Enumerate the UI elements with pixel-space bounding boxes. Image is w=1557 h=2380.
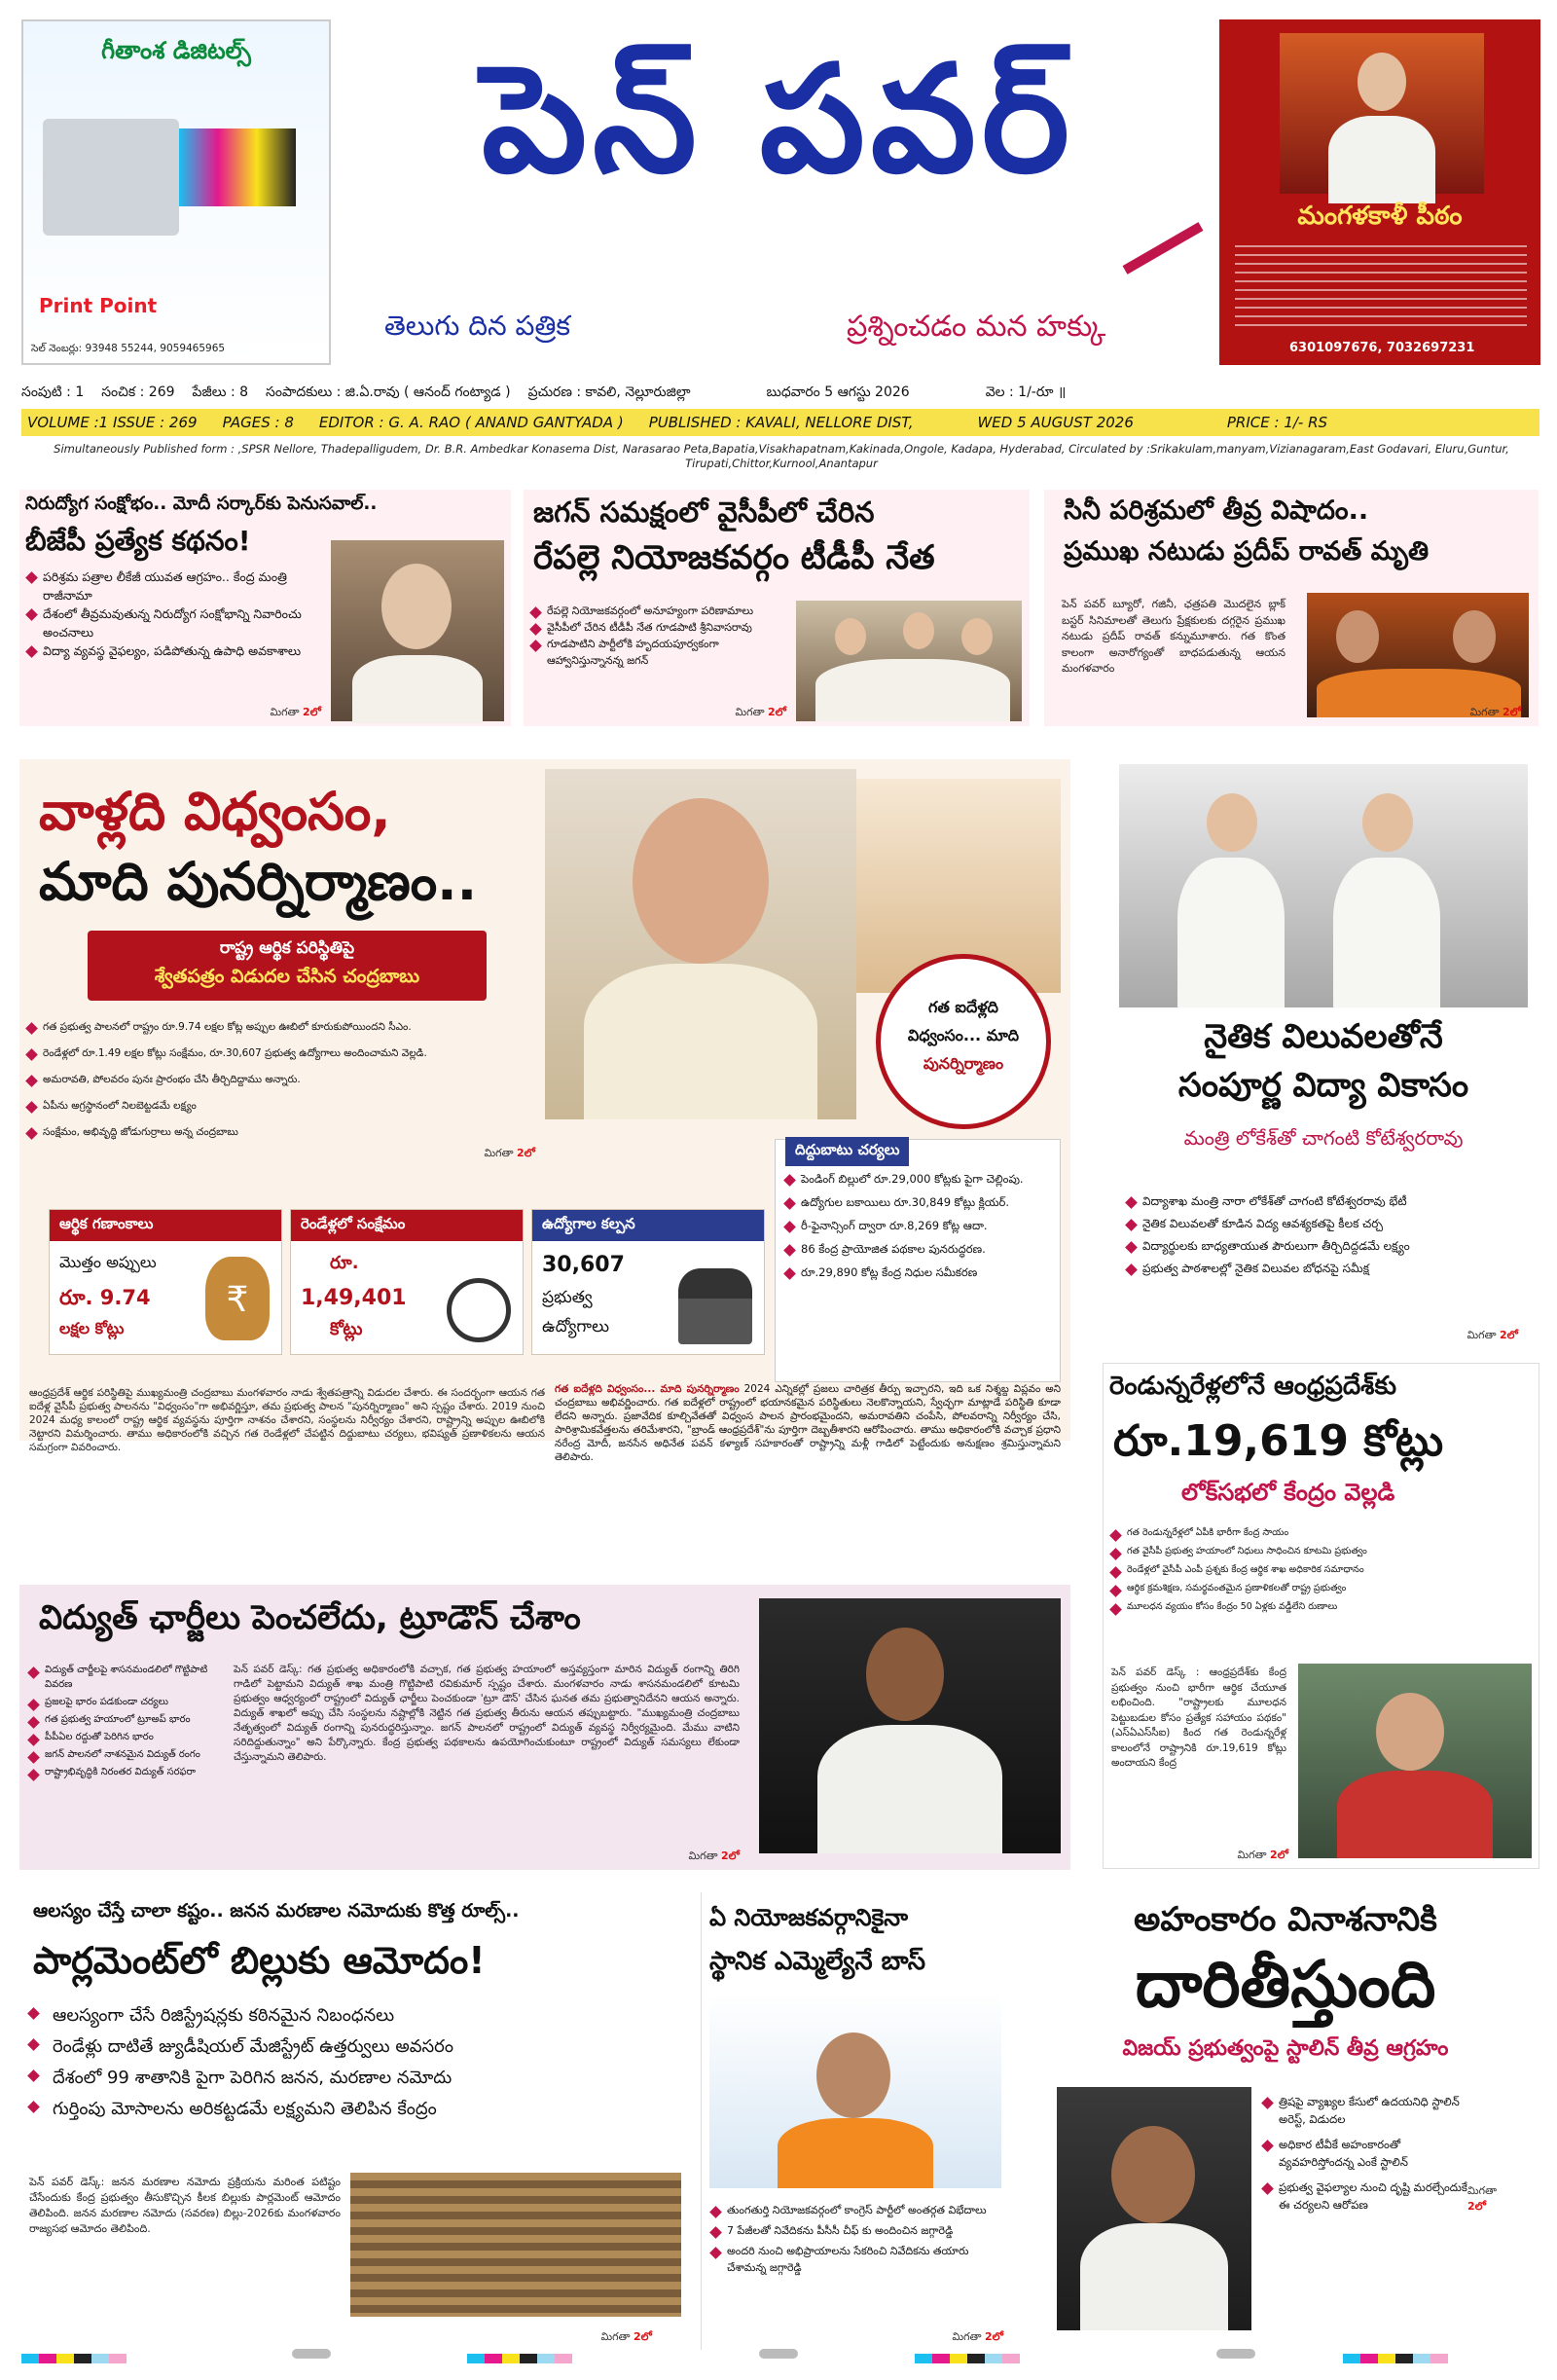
- stat-box-debt-unit: లక్షల కోట్లు: [59, 1319, 125, 1337]
- list-item: ఏపీను అగ్రస్థానంలో నిలబెట్టడమే లక్ష్యం: [25, 1097, 512, 1116]
- ad-left-title: గీతాంశ డిజిటల్స్: [101, 37, 251, 64]
- masthead-title: పెన్ పవర్: [482, 33, 1075, 205]
- story-unemployment-photo: [331, 540, 504, 721]
- stat-box-welfare: [290, 1209, 524, 1355]
- story-birth-death: [19, 1892, 691, 2350]
- masthead-tagline-right: ప్రశ్నించడం మన హక్కు: [847, 310, 1106, 344]
- list-item: తుంగతుర్తి నియోజకవర్గంలో కాంగ్రెస్ పార్టీలో అంతర్గత విభేదాలు: [709, 2202, 1001, 2218]
- list-item: మూలధన వ్యయం కోసం కేంద్రం 50 ఏళ్లకు వడ్డీలేని రుణాలు: [1109, 1599, 1538, 1614]
- simultaneous-editions: Simultaneously Published form : ,SPSR Nellore, Thadepalligudem, Dr. B.R. Ambedkar Konasema Dist, Narasarao Peta,Bapatia,Visakhapatnam,Kakinada,Ongole, Kadapa, Hyderabad, Circulated by :Srikakulam,manyam,Vizianagaram,East Godavari, Eluru,Guntur, Tirupati,Chittor,Kurnool,Anantapur: [54, 442, 1509, 470]
- continued-label: మిగతా 2లో: [1469, 706, 1521, 718]
- registration-marks-7: [1343, 2349, 1448, 2359]
- lead-subhead-box: [88, 931, 487, 1001]
- story-film-photo: [1307, 593, 1529, 717]
- list-item: జగన్ పాలనలో నాశనమైన విద్యుత్ రంగం: [27, 1747, 222, 1762]
- lead-quote-circle: [876, 954, 1051, 1129]
- info-bar-english: [21, 409, 1539, 436]
- stat-box-welfare-title: రెండేళ్లలో సంక్షేమం: [291, 1210, 523, 1241]
- continued-label: మిగతా 2లో: [1466, 1329, 1518, 1341]
- list-item: అందరి నుంచి అభిప్రాయాలను సేకరించి నివేదికను తయారు చేశామన్న జగ్గారెడ్డి: [709, 2243, 1001, 2276]
- story-ethics-subhead: మంత్రి లోకేశ్‌తో చాగంటి కోటేశ్వరరావు: [1183, 1126, 1464, 1150]
- list-item: ఆలస్యంగా చేసే రిజిస్ట్రేషన్లకు కఠినమైన నిబంధనలు: [27, 2003, 679, 2029]
- continued-label: మిగతా 2లో: [952, 2330, 1003, 2343]
- story-ap-funds-body: పెన్ పవర్ డెస్క్ : ఆంధ్రప్రదేశ్‌కు కేంద్ర ప్రభుత్వం నుంచి భారీగా ఆర్థిక చేయూత లభించింది. "రాష్ట్రాలకు మూలధన పెట్టుబడుల కోసం ప్రత్యేక సహాయం పథకం" (ఎస్‌ఏఎస్‌సీఐ) కింద గత రెండున్నరేళ్ల కాలంలోనే రాష్ట్రానికి రూ.19,619 కోట్లు అందాయని కేంద్ర: [1111, 1666, 1286, 1769]
- ad-left: [21, 19, 331, 365]
- info-bar-telugu: [21, 382, 1539, 405]
- pages-en: PAGES : 8: [222, 414, 294, 431]
- list-item: ప్రభుత్వ వైఫల్యాల నుంచి దృష్టి మరల్చేందుకే ఈ చర్యలని ఆరోపణ: [1261, 2179, 1467, 2214]
- lead-actions-title: దిద్దుబాటు చర్యలు: [785, 1137, 909, 1166]
- list-item: ఉద్యోగుల బకాయిలు రూ.30,849 కోట్లు క్లియర్.: [783, 1193, 1052, 1212]
- pen-icon: [1123, 222, 1204, 275]
- story-unemployment-headline: బీజేపీ ప్రత్యేక కథనం!: [25, 525, 251, 557]
- stat-box-jobs-value: 30,607: [542, 1253, 625, 1277]
- issue-te: సంచిక : 269: [101, 384, 175, 400]
- stat-box-debt-title: ఆర్థిక గణాంకాలు: [50, 1210, 281, 1241]
- registration-marks-5: [915, 2349, 1020, 2359]
- ad-right-title: మంగళకాళీ పీఠం: [1297, 201, 1463, 231]
- list-item: రెండేళ్లలో వైసీపీ ఎంపీ ప్రశ్నకు కేంద్ర ఆర్థిక శాఖ అధికారిక సమాధానం: [1109, 1562, 1538, 1577]
- story-film-actor: [1044, 490, 1539, 726]
- story-repalle-headline-2: రేపల్లె నియోజకవర్గం టీడీపీ నేత: [533, 538, 935, 577]
- list-item: ఆర్థిక క్రమశిక్షణ, సమర్థవంతమైన ప్రణాళికలతో రాష్ట్ర ప్రభుత్వం: [1109, 1581, 1538, 1595]
- story-local-mla-photo: [709, 1994, 1001, 2188]
- story-ap-funds: [1103, 1363, 1539, 1869]
- lead-subhead-1: రాష్ట్ర ఆర్థిక పరిస్థితిపై: [219, 938, 355, 958]
- editor-te: సంపాదకులు : జి.ఏ.రావు ( ఆనంద్ గంట్యాడ ): [266, 384, 511, 400]
- registration-marks-1: [21, 2349, 127, 2359]
- lead-quote-3: పునర్నిర్మాణం: [923, 1054, 1004, 1073]
- list-item: రీ-ఫైనాన్సింగ్ ద్వారా రూ.8,269 కోట్ల ఆదా.: [783, 1217, 1052, 1235]
- stat-box-welfare-label: రూ.: [330, 1253, 359, 1273]
- price-en: PRICE : 1/- RS: [1226, 414, 1328, 431]
- continued-label: మిగతా 2లో: [600, 2330, 652, 2343]
- lead-body-right-tag: గత ఐదేళ్లది విధ్వంసం... మాది పునర్నిర్మాణం: [555, 1383, 740, 1395]
- stat-box-jobs-title: ఉద్యోగాల కల్పన: [532, 1210, 764, 1241]
- registration-marks-6: [1216, 2349, 1255, 2359]
- list-item: వైసీపీలో చేరిన టీడీపీ నేత గూడపాటి శ్రీనివాసరావు: [529, 619, 782, 636]
- story-ethics-photo: [1119, 764, 1528, 1007]
- published-te: ప్రచురణ : కావలి, నెల్లూరుజిల్లా: [527, 384, 691, 400]
- list-item: ప్రభుత్వ పాఠశాలల్లో నైతిక విలువల బోధనపై సమీక్ష: [1125, 1260, 1524, 1278]
- story-film-headline-1: సినీ పరిశ్రమలో తీవ్ర విషాదం..: [1064, 495, 1369, 526]
- story-birth-death-kicker: ఆలస్యం చేస్తే చాలా కష్టం.. జనన మరణాల నమోదుకు కొత్త రూల్స్..: [33, 1900, 520, 1922]
- story-ethics-headline-2: సంపూర్ణ విద్యా వికాసం: [1177, 1066, 1469, 1105]
- story-birth-death-headline: పార్లమెంట్‌లో బిల్లుకు ఆమోదం!: [33, 1939, 486, 1982]
- ad-left-printer-image: [43, 119, 179, 236]
- story-unemployment: [19, 490, 511, 726]
- ad-left-phone: సెల్ నెంబర్లు: 93948 55244, 9059465965: [31, 343, 226, 354]
- continued-label: మిగతా 2లో: [688, 1849, 740, 1862]
- list-item: రాష్ట్రాభివృద్ధికి నిరంతర విద్యుత్ సరఫరా: [27, 1765, 222, 1779]
- list-item: గూడపాటిని పార్టీలోకి హృదయపూర్వకంగా ఆహ్వానిస్తున్నానన్న జగన్: [529, 636, 782, 669]
- story-repalle-photo: [796, 601, 1022, 721]
- story-stalin-headline-1: అహంకారం వినాశనానికి: [1134, 1900, 1437, 1939]
- list-item: త్రిషపై వ్యాఖ్యల కేసులో ఉదయనిధి స్టాలిన్ అరెస్ట్, విడుదల: [1261, 2093, 1467, 2128]
- list-item: అమరావతి, పోలవరం పునః ప్రారంభం చేసి తీర్చిదిద్దాము అన్నారు.: [25, 1071, 512, 1089]
- stat-box-welfare-unit: కోట్లు: [330, 1319, 363, 1339]
- list-item: 86 కేంద్ర ప్రాయోజిత పథకాల పునరుద్ధరణ.: [783, 1240, 1052, 1259]
- ad-right-text-block: [1235, 245, 1527, 333]
- list-item: విద్యార్థులకు బాధ్యతాయుత పౌరులుగా తీర్చిదిద్దడమే లక్ష్యం: [1125, 1237, 1524, 1256]
- lead-subhead-2: శ్వేతపత్రం విడుదల చేసిన చంద్రబాబు: [154, 966, 420, 987]
- story-repalle-headline-1: జగన్ సమక్షంలో వైసీపీలో చేరిన: [533, 495, 875, 529]
- lead-photo: [545, 769, 856, 1119]
- stat-box-debt: [49, 1209, 282, 1355]
- list-item: రేపల్లె నియోజకవర్గంలో అనూహ్యంగా పరిణామాలు: [529, 603, 782, 619]
- continued-label: మిగతా 2లో: [484, 1147, 535, 1159]
- ad-right: [1219, 19, 1540, 365]
- story-stalin: [1032, 1892, 1539, 2350]
- pages-te: పేజీలు : 8: [192, 384, 249, 400]
- price-te: వెల : 1/-రూ ॥: [985, 384, 1067, 400]
- list-item: దేశంలో తీవ్రమవుతున్న నిరుద్యోగ సంక్షోభాన్ని నివారించు అంచనాలు: [25, 604, 308, 641]
- money-bag-icon: ₹: [205, 1257, 270, 1340]
- date-en: WED 5 AUGUST 2026: [977, 414, 1134, 431]
- ad-left-ink-image: [179, 128, 296, 206]
- stat-box-debt-label: మొత్తం అప్పులు: [59, 1253, 157, 1271]
- stat-box-jobs-label: ప్రభుత్వ: [542, 1288, 593, 1307]
- lead-body-left: ఆంధ్రప్రదేశ్ ఆర్థిక పరిస్థితిపై ముఖ్యమంత్రి చంద్రబాబు మంగళవారం నాడు శ్వేతపత్రాన్ని విడుదల చేశారు. ఈ సందర్భంగా ఆయన గత ఐదేళ్ల వైసీపీ ప్రభుత్వ పాలనను "విధ్వంసం"గా అభివర్ణిస్తూ, తమ ప్రభుత్వ పాలన "పునర్నిర్మాణం" అని స్పష్టం చేశారు. 2019 నుంచి 2024 మధ్య కాలంలో రాష్ట్ర ఆర్థిక వ్యవస్థను పూర్తిగా నాశనం చేశారని, సంస్థలను నిర్వీర్యం చేశారని, రాష్ట్రాన్ని అప్పుల ఊబిలోకి నెట్టారని విమర్శించారు. తాము అధికారంలోకి వచ్చిన గత రెండేళ్లలో చేపట్టిన దిద్దుబాటు చర్యలు, భవిష్యత్ ప్రణాళికలను ఆయన సమగ్రంగా వివరించారు.: [29, 1387, 545, 1453]
- story-local-mla-headline-1: ఏ నియోజకవర్గానికైనా: [709, 1904, 909, 1931]
- story-film-headline-2: ప్రముఖ నటుడు ప్రదీప్ రావత్ మృతి: [1064, 536, 1430, 567]
- list-item: రూ.29,890 కోట్ల కేంద్ర నిధుల సమీకరణ: [783, 1263, 1052, 1282]
- list-item: పెండింగ్ బిల్లులో రూ.29,000 కోట్లకు పైగా చెల్లింపు.: [783, 1170, 1052, 1189]
- list-item: గత ప్రభుత్వ పాలనలో రాష్ట్రం రూ.9.74 లక్షల కోట్ల అప్పుల ఊబిలో కూరుకుపోయిందని సీఎం.: [25, 1018, 512, 1037]
- lead-quote-1: గత ఐదేళ్లది: [928, 998, 998, 1016]
- continued-label: మిగతా 2లో: [1467, 2184, 1498, 2213]
- registration-marks-2: [292, 2349, 331, 2359]
- stat-box-welfare-value: 1,49,401: [301, 1286, 407, 1310]
- list-item: పీపీఏల రద్దుతో పెరిగిన భారం: [27, 1730, 222, 1744]
- ad-left-logo: Print Point: [39, 294, 158, 317]
- story-stalin-photo: [1057, 2087, 1251, 2330]
- list-item: పరిశ్రమ పత్రాల లీకేజీ యువత ఆగ్రహం.. కేంద్ర మంత్రి రాజీనామా: [25, 568, 308, 604]
- list-item: సంక్షేమం, అభివృద్ధి జోడుగుర్రాలు అన్న చంద్రబాబు: [25, 1123, 512, 1142]
- story-film-body: పెన్ పవర్ బ్యూరో, గజినీ, ఛత్రపతి మొదలైన బ్లాక్ బస్టర్ సినిమాలతో తెలుగు ప్రేక్షకులకు దగ్గరైన ప్రముఖ నటుడు ప్రదీప్ రావత్ కన్నుమూశారు. గత కొంత కాలంగా అనారోగ్యంతో బాధపడుతున్న ఆయన మంగళవారం: [1062, 598, 1285, 675]
- list-item: 7 పేజీలతో నివేదికను పీసీసీ చీఫ్ కు అందించిన జగ్గారెడ్డి: [709, 2222, 1001, 2239]
- story-ap-funds-headline-1: రెండున్నరేళ్లలోనే ఆంధ్రప్రదేశ్‌కు: [1109, 1372, 1397, 1401]
- list-item: గత రెండున్నరేళ్లలో ఏపీకి భారీగా కేంద్ర సాయం: [1109, 1525, 1538, 1540]
- story-ethics-education: [1119, 764, 1539, 1348]
- lead-body-right: [555, 1382, 1061, 1464]
- list-item: నైతిక విలువలతో కూడిన విద్య ఆవశ్యకతపై కీలక చర్చ: [1125, 1215, 1524, 1233]
- story-birth-death-body: పెన్ పవర్ డెస్క్: జనన మరణాల నమోదు ప్రక్రియను మరింత పటిష్టం చేసేందుకు కేంద్ర ప్రభుత్వం తీసుకొచ్చిన కీలక బిల్లుకు పార్లమెంట్ ఆమోదం తెలిపింది. జనన మరణాల నమోదు (సవరణ) బిల్లు-2026కు మంగళవారం రాజ్యసభ ఆమోదం తెలిపింది.: [29, 2176, 341, 2235]
- ad-right-photo: [1280, 33, 1484, 194]
- story-repalle: [524, 490, 1030, 726]
- story-local-mla: [701, 1892, 1012, 2350]
- story-electricity-body: పెన్ పవర్ డెస్క్: గత ప్రభుత్వ అధికారంలోకి వచ్చాక, గత ప్రభుత్వ హయాంలో అస్తవ్యస్తంగా మారిన విద్యుత్ రంగాన్ని తిరిగి గాడిలో పెట్టామని విద్యుత్ శాఖ మంత్రి గొట్టిపాటి రవికుమార్ స్పష్టం చేశారు. మంగళవారం నాడు శాసనమండలిలో కూటమి ప్రభుత్వం ఆధ్వర్యంలో రాష్ట్రంలో విద్యుత్ ఛార్జీలు పెంచకుండా 'ట్రూ డౌన్' చేసిన ఘనత తమ ప్రభుత్వానిదేనని ఆయన అన్నారు. విద్యుత్ శాఖలో అప్పు చేసి సంస్థలను నష్టాల్లోకి నెట్టిన గత ప్రభుత్వ తీరును ఆయన తప్పుబట్టారు. "ముఖ్యమంత్రి చంద్రబాబు నేతృత్వంలో విద్యుత్ రంగాన్ని పునరుద్ధరిస్తున్నాం. జగన్ పాలనలో రాష్ట్రంలో విద్యుత్ వ్యవస్థ నిర్వీర్యమైంది. మేము వాటిని సరిదిద్దుతున్నాం" అని పేర్కొన్నారు. కేంద్ర ప్రభుత్వ పథకాలను ఉపయోగించుకుంటూ రాష్ట్రంలో విద్యుత్ సమస్యలు లేకుండా చేస్తున్నామని తెలిపారు.: [234, 1664, 740, 1763]
- story-birth-death-photo: [350, 2173, 681, 2317]
- list-item: అధికార టీవీకే అహంకారంతో వ్యవహరిస్తోందన్న ఎంకే స్టాలిన్: [1261, 2136, 1467, 2171]
- stat-box-jobs: [531, 1209, 765, 1355]
- registration-marks-3: [467, 2349, 572, 2359]
- story-electricity-headline: విద్యుత్ ఛార్జీలు పెంచలేదు, ట్రూడౌన్ చేశాం: [39, 1598, 581, 1637]
- story-ap-funds-headline-2: రూ.19,619 కోట్లు: [1113, 1416, 1444, 1466]
- story-electricity-photo: [759, 1598, 1061, 1853]
- list-item: విద్యాశాఖ మంత్రి నారా లోకేశ్‌తో చాగంటి కోటేశ్వరరావు భేటీ: [1125, 1192, 1524, 1211]
- stat-box-jobs-unit: ఉద్యోగాలు: [542, 1317, 610, 1336]
- ad-right-phone: 6301097676, 7032697231: [1289, 341, 1475, 355]
- lead-body-right-continuation: 2024 ఎన్నికల్లో ప్రజలు చారిత్రక తీర్పు ఇచ్చారని, ఇది ఒక నిశ్శబ్ద విప్లవం అని చంద్రబాబు అభివర్ణించారు. గత ఐదేళ్లలో రాష్ట్రంలో భయానకమైన పరిస్థితులు నెలకొన్నాయని, స్వేచ్ఛగా మాట్లాడే పరిస్థితి కూడా లేదని అన్నారు. ప్రజావేదిక కూల్చివేతతో విధ్వంస పాలన ప్రారంభమైందని, అమరావతిని చంపేసి, పోలవరాన్ని నిర్వీర్యం చేసి, పారిశ్రామికవేత్తలను తరిమేశారని, "బ్రాండ్ ఆంధ్రప్రదేశ్"ను పూర్తిగా దెబ్బతీశారని ఆరోపించారు. తాము అధికారంలోకి వచ్చాక ప్రధాని నరేంద్ర మోదీ, జనసేన అధినేత పవన్ కళ్యాణ్ సహకారంతో రాష్ట్రాన్ని మళ్లీ గాడిలో పెట్టేందుకు అనుక్షణం శ్రమిస్తున్నామని తెలిపారు.: [555, 1383, 1062, 1463]
- lead-headline-1: వాళ్లది విధ్వంసం,: [39, 781, 391, 842]
- lead-headline-2: మాది పునర్నిర్మాణం..: [39, 851, 478, 912]
- list-item: రెండేళ్లలో రూ.1.49 లక్షల కోట్లు సంక్షేమం, రూ.30,607 ప్రభుత్వ ఉద్యోగాలు అందించామని వెల్లడి.: [25, 1044, 512, 1063]
- registration-marks-4: [759, 2349, 798, 2359]
- editor-en: EDITOR : G. A. RAO ( ANAND GANTYADA ): [318, 414, 624, 431]
- story-stalin-subhead: విజయ్ ప్రభుత్వంపై స్టాలిన్ తీవ్ర ఆగ్రహం: [1122, 2036, 1449, 2061]
- list-item: ప్రజలపై భారం పడకుండా చర్యలు: [27, 1695, 222, 1709]
- list-item: గత ప్రభుత్వ హయాంలో ట్రూఅప్ భారం: [27, 1712, 222, 1727]
- story-ethics-headline-1: నైతిక విలువలతోనే: [1204, 1017, 1443, 1056]
- lead-actions-box: [775, 1139, 1061, 1382]
- list-item: గత వైసీపీ ప్రభుత్వ హయాంలో నిధులు సాధించిన కూటమి ప్రభుత్వం: [1109, 1544, 1538, 1558]
- continued-label: మిగతా 2లో: [1237, 1849, 1288, 1861]
- story-ap-funds-photo: [1298, 1664, 1532, 1858]
- date-te: బుధవారం 5 ఆగస్టు 2026: [766, 384, 910, 400]
- list-item: దేశంలో 99 శాతానికి పైగా పెరిగిన జనన, మరణాల నమోదు: [27, 2066, 679, 2091]
- employees-icon: [678, 1268, 752, 1344]
- welfare-people-icon: [447, 1278, 511, 1342]
- lead-story: [19, 759, 1070, 1463]
- story-unemployment-kicker: నిరుద్యోగ సంక్షోభం.. మోదీ సర్కార్‌కు పెనుసవాల్..: [25, 494, 378, 514]
- stat-box-debt-value: రూ. 9.74: [59, 1286, 151, 1309]
- continued-label: మిగతా 2లో: [735, 706, 786, 718]
- story-electricity: [19, 1585, 1070, 1870]
- story-ap-funds-subhead: లోక్‌సభలో కేంద్రం వెల్లడి: [1181, 1479, 1395, 1506]
- list-item: గుర్తింపు మోసాలను అరికట్టడమే లక్ష్యమని తెలిపిన కేంద్రం: [27, 2097, 679, 2122]
- list-item: విద్యుత్ చార్జీలపై శాసనమండలిలో గొట్టిపాటి వివరణ: [27, 1663, 222, 1692]
- list-item: విద్యా వ్యవస్థ వైఫల్యం, పడిపోతున్న ఉపాధి అవకాశాలు: [25, 641, 308, 660]
- lead-quote-2: విధ్వంసం... మాది: [907, 1026, 1020, 1044]
- volume-en: VOLUME :1 ISSUE : 269: [27, 414, 198, 431]
- masthead-tagline-left: తెలుగు దిన పత్రిక: [384, 310, 570, 342]
- story-stalin-headline-2: దారితీస్తుంది: [1135, 1947, 1436, 2022]
- volume-te: సంపుటి : 1: [21, 384, 85, 400]
- story-local-mla-headline-2: స్థానిక ఎమ్మెల్యేనే బాస్: [709, 1947, 925, 1976]
- continued-label: మిగతా 2లో: [270, 706, 321, 718]
- published-en: PUBLISHED : KAVALI, NELLORE DIST,: [648, 414, 914, 431]
- list-item: రెండేళ్లు దాటితే జ్యుడీషియల్ మేజిస్ట్రేట్ ఉత్తర్వులు అవసరం: [27, 2034, 679, 2060]
